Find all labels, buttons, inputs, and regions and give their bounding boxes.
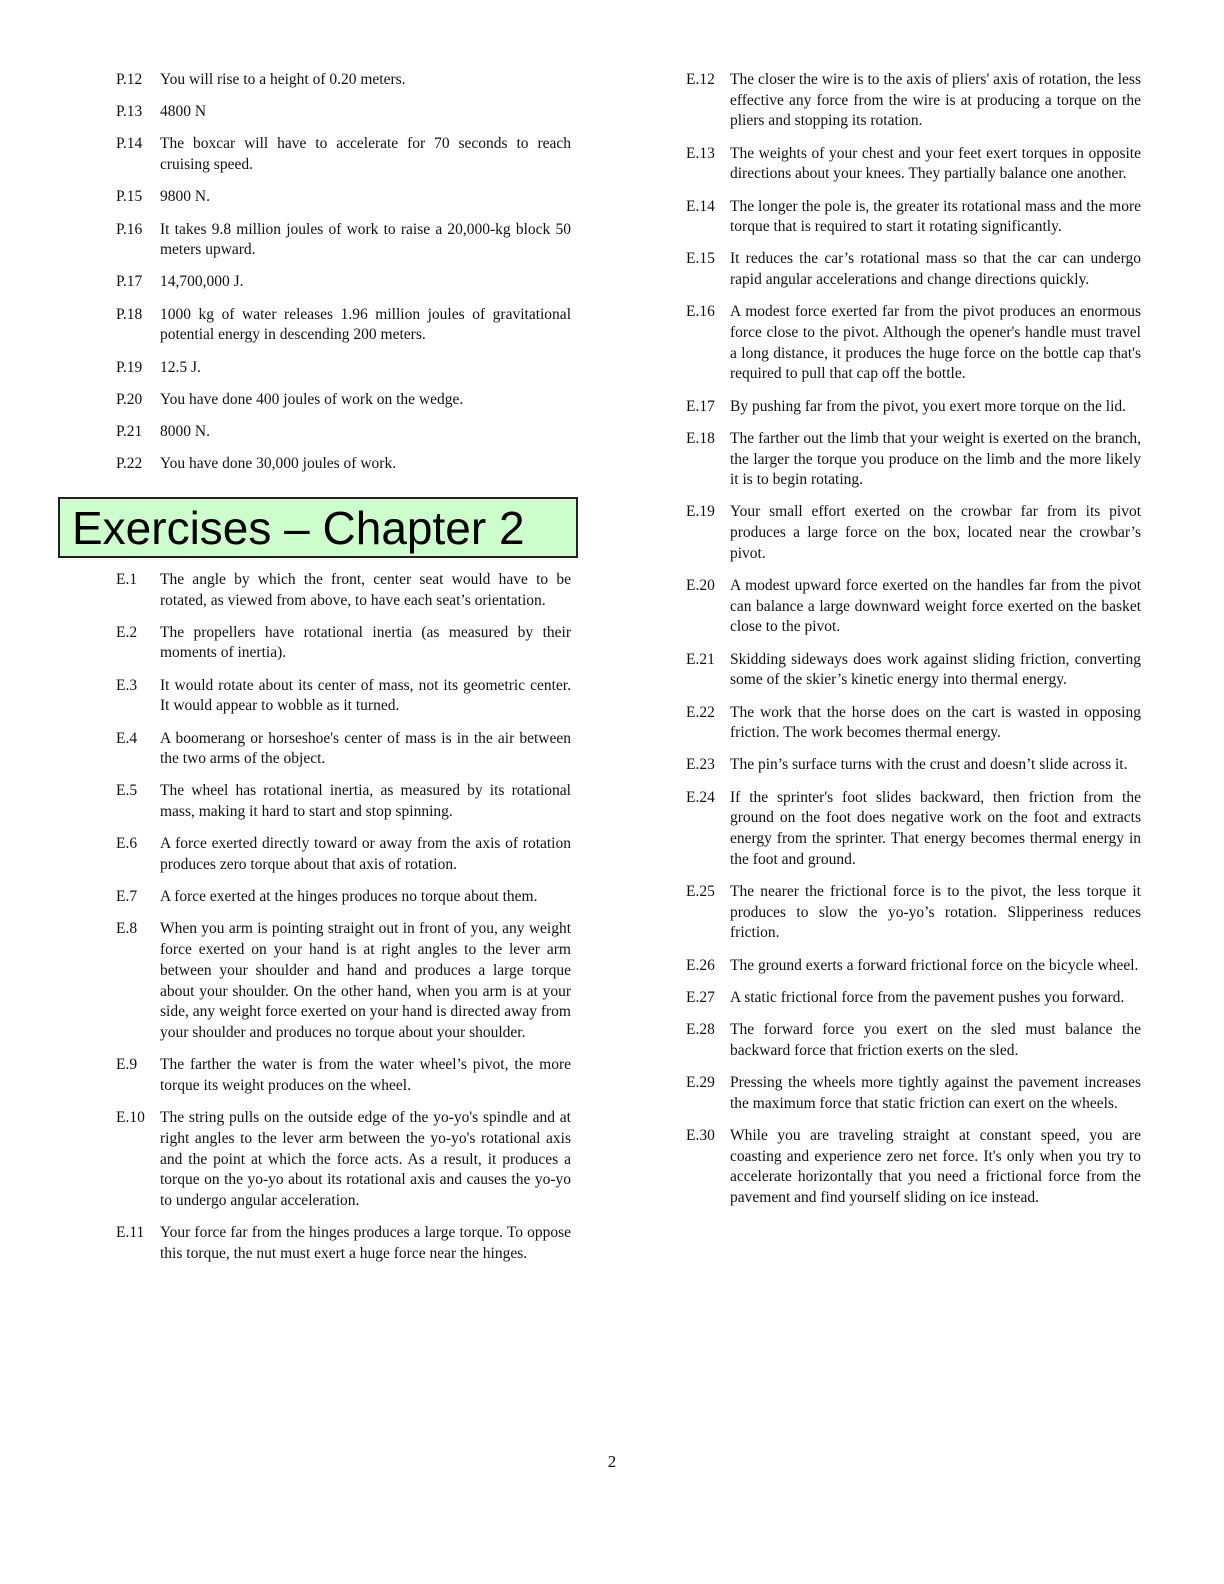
entry-number: P.20 bbox=[116, 390, 143, 408]
chapter-heading-box bbox=[58, 497, 578, 558]
entry-text: 1000 kg of water releases 1.96 million joules of gravitational potential energy in descending 200 meters. bbox=[160, 305, 571, 344]
exercise-answers-list bbox=[686, 70, 1141, 1209]
entry-number: E.4 bbox=[116, 729, 138, 747]
answer-entry bbox=[116, 1055, 571, 1096]
entry-number: E.3 bbox=[116, 676, 138, 694]
entry-text: Skidding sideways does work against sliding friction, converting some of the skier’s kinetic energy into thermal energy. bbox=[730, 650, 1141, 689]
entry-text: A modest force exerted far from the pivot produces an enormous force close to the pivot. Although the opener's handle must travel a long distance, it produces the huge force on the bottle cap that's required to pull that cap off the bottle. bbox=[730, 303, 1141, 383]
answer-entry bbox=[686, 1020, 1141, 1061]
entry-text: You have done 30,000 joules of work. bbox=[160, 455, 397, 473]
entry-text: By pushing far from the pivot, you exert more torque on the lid. bbox=[730, 397, 1127, 415]
entry-number: E.8 bbox=[116, 920, 138, 938]
entry-text: The forward force you exert on the sled must balance the backward force that friction exerts on the sled. bbox=[730, 1021, 1141, 1059]
entry-text: A boomerang or horseshoe's center of mass is in the air between the two arms of the object. bbox=[160, 729, 571, 768]
entry-number: E.26 bbox=[686, 956, 715, 974]
entry-text: The angle by which the front, center seat would have to be rotated, as viewed from above, to have each seat’s orientation. bbox=[160, 570, 571, 609]
answer-entry bbox=[686, 703, 1141, 744]
answer-entry bbox=[116, 422, 571, 443]
answer-entry bbox=[686, 249, 1141, 290]
entry-text: The weights of your chest and your feet exert torques in opposite directions about your knees. They partially balance one another. bbox=[730, 144, 1141, 183]
answer-entry bbox=[116, 623, 571, 664]
entry-text: A force exerted at the hinges produces no torque about them. bbox=[160, 888, 538, 906]
entry-text: If the sprinter's foot slides backward, then friction from the ground on the foot does negative work on the foot and extracts energy from the sprinter. That energy becomes thermal energy in the foot and ground. bbox=[730, 788, 1141, 868]
entry-number: E.24 bbox=[686, 788, 715, 806]
entry-text: The ground exerts a forward frictional force on the bicycle wheel. bbox=[730, 956, 1139, 974]
answer-entry bbox=[116, 887, 571, 908]
answer-entry bbox=[686, 197, 1141, 238]
entry-text: Your small effort exerted on the crowbar far from its pivot produces a large force on the box, located near the crowbar’s pivot. bbox=[730, 503, 1141, 562]
entry-text: 14,700,000 J. bbox=[160, 273, 244, 291]
answer-entry bbox=[686, 302, 1141, 385]
answer-entry bbox=[116, 454, 571, 475]
answer-entry bbox=[116, 272, 571, 293]
right-column bbox=[686, 70, 1141, 1220]
chapter-heading: Exercises – Chapter 2 bbox=[72, 501, 525, 554]
entry-text: You will rise to a height of 0.20 meters. bbox=[160, 71, 406, 88]
entry-text: A modest upward force exerted on the handles far from the pivot can balance a large downward weight force exerted on the basket close to the pivot. bbox=[730, 577, 1141, 636]
answer-entry bbox=[116, 70, 571, 91]
entry-text: While you are traveling straight at constant speed, you are coasting and experience zero net force. It's only when you try to accelerate horizontally that you need a frictional force from the pavement and find yourself sliding on ice instead. bbox=[730, 1126, 1141, 1206]
entry-number: E.15 bbox=[686, 250, 715, 268]
answer-entry bbox=[686, 788, 1141, 871]
answer-entry bbox=[686, 1126, 1141, 1209]
entry-number: E.30 bbox=[686, 1126, 715, 1144]
answer-entry bbox=[116, 305, 571, 346]
answer-entry bbox=[116, 1223, 571, 1264]
entry-number: E.22 bbox=[686, 703, 715, 721]
entry-number: E.9 bbox=[116, 1056, 138, 1074]
answer-entry bbox=[686, 502, 1141, 564]
answer-entry bbox=[116, 102, 571, 123]
problem-answers-list bbox=[116, 70, 571, 475]
entry-number: E.17 bbox=[686, 397, 715, 415]
entry-text: A static frictional force from the pavement pushes you forward. bbox=[730, 988, 1125, 1006]
answer-entry bbox=[116, 187, 571, 208]
left-column bbox=[72, 70, 571, 1276]
answer-entry bbox=[686, 144, 1141, 185]
entry-number: P.13 bbox=[116, 103, 143, 121]
answer-entry bbox=[116, 220, 571, 261]
answer-entry bbox=[686, 429, 1141, 491]
entry-text: When you arm is pointing straight out in front of you, any weight force exerted on your hand is at right angles to the lever arm between your shoulder and hand and produces a large torque about your shoulder. On the other hand, when you arm is at your side, any weight force exerted on your hand is directed away from your shoulder and produces no torque about your shoulder. bbox=[160, 920, 571, 1041]
entry-text: It would rotate about its center of mass, not its geometric center. It would appear to wobble as it turned. bbox=[160, 676, 571, 715]
entry-text: The string pulls on the outside edge of the yo-yo's spindle and at right angles to the lever arm between the yo-yo's rotational axis and the point at which the force acts. As a result, it produces a torque on the yo-yo about its rotational axis and causes the yo-yo to undergo angular acceleration. bbox=[160, 1109, 571, 1209]
answer-entry bbox=[116, 570, 571, 611]
entry-number: E.23 bbox=[686, 756, 715, 774]
answer-entry bbox=[686, 956, 1141, 977]
entry-number: P.22 bbox=[116, 455, 143, 473]
entry-number: P.21 bbox=[116, 422, 143, 440]
entry-number: E.7 bbox=[116, 888, 138, 906]
exercise-answers-list bbox=[116, 570, 571, 1265]
answer-entry bbox=[116, 834, 571, 875]
entry-number: E.28 bbox=[686, 1021, 715, 1039]
entry-number: E.14 bbox=[686, 197, 715, 215]
entry-number: P.19 bbox=[116, 358, 143, 376]
answer-entry bbox=[116, 781, 571, 822]
answer-entry bbox=[686, 397, 1141, 418]
answer-entry bbox=[116, 676, 571, 717]
entry-text: 4800 N bbox=[160, 103, 207, 121]
entry-number: P.16 bbox=[116, 220, 143, 238]
entry-text: You have done 400 joules of work on the wedge. bbox=[160, 390, 464, 408]
entry-text: The farther out the limb that your weight is exerted on the branch, the larger the torque you produce on the limb and the more likely it is to begin rotating. bbox=[730, 429, 1141, 489]
entry-text: The wheel has rotational inertia, as measured by its rotational mass, making it hard to start and stop spinning. bbox=[160, 782, 571, 821]
entry-number: E.20 bbox=[686, 577, 715, 595]
entry-number: P.18 bbox=[116, 305, 143, 323]
answer-entry bbox=[686, 988, 1141, 1009]
entry-text: It takes 9.8 million joules of work to raise a 20,000-kg block 50 meters upward. bbox=[160, 220, 571, 259]
entry-number: P.12 bbox=[116, 71, 143, 88]
entry-text: The pin’s surface turns with the crust and doesn’t slide across it. bbox=[730, 756, 1128, 774]
entry-number: E.6 bbox=[116, 835, 138, 853]
entry-number: E.5 bbox=[116, 782, 138, 800]
entry-text: 12.5 J. bbox=[160, 358, 201, 376]
entry-number: E.16 bbox=[686, 303, 715, 321]
entry-text: The nearer the frictional force is to the pivot, the less torque it produces to slow the yo-yo’s rotation. Slipperiness reduces friction. bbox=[730, 883, 1141, 942]
answer-entry bbox=[686, 70, 1141, 132]
answer-entry bbox=[686, 1073, 1141, 1114]
entry-number: E.11 bbox=[116, 1224, 145, 1242]
entry-text: The work that the horse does on the cart is wasted in opposing friction. The work becomes thermal energy. bbox=[730, 703, 1141, 742]
entry-number: E.13 bbox=[686, 144, 715, 162]
entry-text: The propellers have rotational inertia (as measured by their moments of inertia). bbox=[160, 623, 571, 662]
entry-text: Pressing the wheels more tightly against the pavement increases the maximum force that static friction can exert on the wheels. bbox=[730, 1073, 1141, 1112]
entry-number: E.2 bbox=[116, 623, 138, 641]
answer-entry bbox=[116, 358, 571, 379]
answer-entry bbox=[116, 919, 571, 1043]
entry-text: 9800 N. bbox=[160, 188, 210, 206]
entry-number: E.25 bbox=[686, 883, 715, 900]
entry-number: E.12 bbox=[686, 71, 715, 88]
answer-entry bbox=[116, 134, 571, 175]
entry-number: E.10 bbox=[116, 1109, 145, 1127]
entry-number: E.27 bbox=[686, 988, 715, 1006]
entry-text: A force exerted directly toward or away from the axis of rotation produces zero torque about that axis of rotation. bbox=[160, 835, 571, 874]
answer-entry bbox=[686, 650, 1141, 691]
entry-text: The longer the pole is, the greater its rotational mass and the more torque that is required to start it rotating significantly. bbox=[730, 197, 1141, 236]
entry-number: P.15 bbox=[116, 188, 143, 206]
entry-text: The closer the wire is to the axis of pliers' axis of rotation, the less effective any force from the wire is at producing a torque on the pliers and stopping its rotation. bbox=[730, 71, 1141, 130]
answer-entry bbox=[116, 390, 571, 411]
answer-entry bbox=[686, 755, 1141, 776]
entry-text: Your force far from the hinges produces a large torque. To oppose this torque, the nut must exert a huge force near the hinges. bbox=[160, 1224, 571, 1262]
entry-text: It reduces the car’s rotational mass so that the car can undergo rapid angular accelerations and change directions quickly. bbox=[730, 250, 1141, 289]
entry-number: E.21 bbox=[686, 650, 715, 668]
entry-number: P.14 bbox=[116, 135, 143, 153]
entry-text: The farther the water is from the water wheel’s pivot, the more torque its weight produces on the wheel. bbox=[160, 1056, 571, 1094]
entry-text: The boxcar will have to accelerate for 70 seconds to reach cruising speed. bbox=[160, 135, 571, 174]
entry-number: E.19 bbox=[686, 503, 715, 521]
entry-number: E.18 bbox=[686, 429, 715, 447]
entry-number: E.29 bbox=[686, 1073, 715, 1091]
entry-number: E.1 bbox=[116, 570, 138, 588]
answer-entry bbox=[686, 882, 1141, 944]
entry-number: P.17 bbox=[116, 273, 143, 291]
entry-text: 8000 N. bbox=[160, 422, 210, 440]
answer-entry bbox=[116, 1108, 571, 1212]
page-number: 2 bbox=[607, 1452, 617, 1471]
answer-entry bbox=[116, 729, 571, 770]
answer-entry bbox=[686, 576, 1141, 638]
